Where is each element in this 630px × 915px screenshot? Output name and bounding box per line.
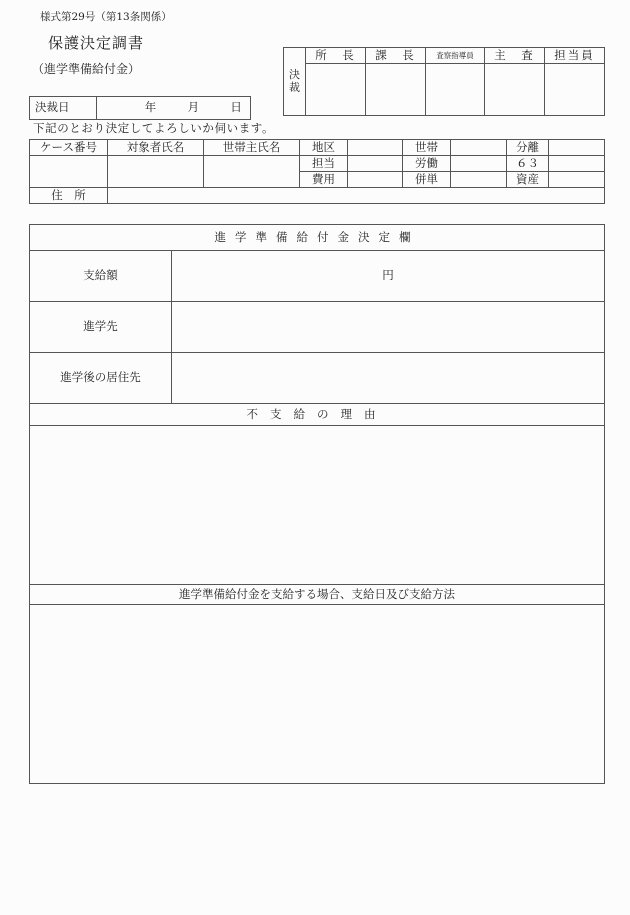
form-number: 様式第29号（第13条関係） xyxy=(40,11,172,23)
residence-after-enrollment-label: 進学後の居住先 xyxy=(30,353,172,404)
labor-field[interactable] xyxy=(451,156,507,172)
subject-name-header: 対象者氏名 xyxy=(108,140,204,156)
approval-header-director: 所 長 xyxy=(306,48,366,64)
caseworker-field[interactable] xyxy=(348,156,403,172)
approval-label: 決裁 xyxy=(284,48,306,116)
case-number-header: ケース番号 xyxy=(30,140,108,156)
assets-label: 資産 xyxy=(507,172,549,188)
labor-label: 労働 xyxy=(403,156,451,172)
nonpayment-reason-title: 不支給の理由 xyxy=(30,404,605,426)
caseworker-label: 担当 xyxy=(300,156,348,172)
combined-single-label: 併単 xyxy=(403,172,451,188)
stamp-box-director[interactable] xyxy=(306,64,366,116)
approval-header-chief-examiner: 主 査 xyxy=(485,48,545,64)
code-63-label: ６３ xyxy=(507,156,549,172)
expense-field[interactable] xyxy=(348,172,403,188)
address-field[interactable] xyxy=(108,188,605,204)
district-label: 地区 xyxy=(300,140,348,156)
code-63-field[interactable] xyxy=(549,156,605,172)
subject-name-field[interactable] xyxy=(108,156,204,188)
stamp-box-caseworker[interactable] xyxy=(545,64,605,116)
document-subtitle: （進学準備給付金） xyxy=(32,62,141,76)
decision-date-table xyxy=(29,96,251,120)
school-label: 進学先 xyxy=(30,302,172,353)
case-info-table xyxy=(29,139,605,204)
month-label: 月 xyxy=(187,100,200,115)
expense-label: 費用 xyxy=(300,172,348,188)
year-label: 年 xyxy=(144,100,157,115)
approval-header-caseworker: 担当員 xyxy=(545,48,605,64)
payment-method-title: 進学準備給付金を支給する場合、支給日及び支給方法 xyxy=(30,585,605,605)
district-field[interactable] xyxy=(348,140,403,156)
payment-amount-field[interactable] xyxy=(172,251,605,302)
yen-unit: 円 xyxy=(382,268,394,283)
separation-label: 分離 xyxy=(507,140,549,156)
approval-stamp-table xyxy=(283,47,605,116)
decision-date-field[interactable] xyxy=(97,97,251,120)
combined-single-field[interactable] xyxy=(451,172,507,188)
approval-header-supervisor: 査察指導員 xyxy=(426,48,485,64)
decision-table xyxy=(29,224,605,784)
household-label: 世帯 xyxy=(403,140,451,156)
decision-date-label: 決裁日 xyxy=(30,97,97,120)
stamp-box-section-chief[interactable] xyxy=(366,64,426,116)
separation-field[interactable] xyxy=(549,140,605,156)
payment-method-field[interactable] xyxy=(30,605,605,784)
approval-header-section-chief: 課 長 xyxy=(366,48,426,64)
assets-field[interactable] xyxy=(549,172,605,188)
school-field[interactable] xyxy=(172,302,605,353)
intro-text: 下記のとおり決定してよろしいか伺います。 xyxy=(33,121,275,135)
decision-section-title: 進学準備給付金決定欄 xyxy=(30,225,605,251)
address-label: 住 所 xyxy=(30,188,108,204)
payment-amount-label: 支給額 xyxy=(30,251,172,302)
case-number-field[interactable] xyxy=(30,156,108,188)
nonpayment-reason-field[interactable] xyxy=(30,426,605,585)
stamp-box-supervisor[interactable] xyxy=(426,64,485,116)
householder-name-field[interactable] xyxy=(204,156,300,188)
document-title: 保護決定調書 xyxy=(48,34,145,52)
household-field[interactable] xyxy=(451,140,507,156)
residence-after-enrollment-field[interactable] xyxy=(172,353,605,404)
stamp-box-chief-examiner[interactable] xyxy=(485,64,545,116)
householder-name-header: 世帯主氏名 xyxy=(204,140,300,156)
day-label: 日 xyxy=(230,100,242,115)
